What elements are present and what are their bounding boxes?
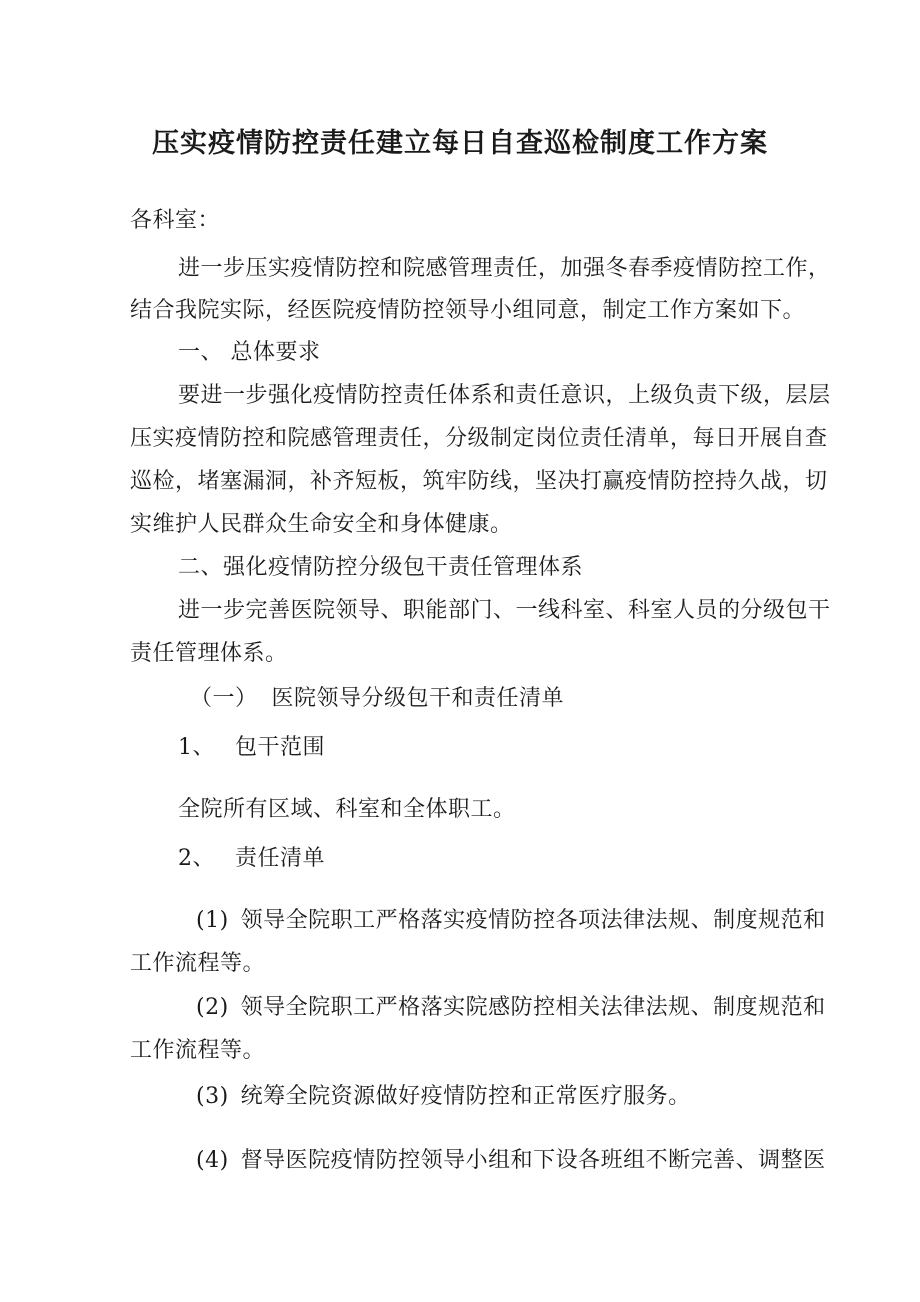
list-item-2-number: (2) bbox=[196, 995, 229, 1020]
salutation: 各科室： bbox=[130, 208, 221, 233]
list-item-2-text: 领导全院职工严格落实院感防控相关法律法规、制度规范和 bbox=[240, 995, 826, 1020]
list-item-4-number: (4) bbox=[196, 1148, 229, 1173]
intro-line-2: 结合我院实际，经医院疫情防控领导小组同意，制定工作方案如下。 bbox=[130, 298, 806, 323]
section2-para-line-2: 责任管理体系。 bbox=[130, 641, 288, 666]
item1-number: 1、 bbox=[178, 735, 215, 760]
section2-heading: 二、强化疫情防控分级包干责任管理体系 bbox=[178, 555, 584, 580]
intro-line-1: 进一步压实疫情防控和院感管理责任，加强冬春季疫情防控工作， bbox=[178, 256, 831, 281]
section1-para-line-2: 压实疫情防控和院感管理责任，分级制定岗位责任清单，每日开展自查 bbox=[130, 426, 828, 451]
list-item-3-text: 统筹全院资源做好疫情防控和正常医疗服务。 bbox=[240, 1084, 691, 1109]
list-item-1-number: (1) bbox=[196, 908, 229, 933]
list-item-1-text: 领导全院职工严格落实疫情防控各项法律法规、制度规范和 bbox=[240, 908, 826, 933]
subsection-heading bbox=[190, 684, 564, 714]
subsection-marker: （一） bbox=[190, 686, 258, 711]
list-item-2-continuation: 工作流程等。 bbox=[130, 1038, 266, 1063]
document-title: 压实疫情防控责任建立每日自查巡检制度工作方案 bbox=[152, 128, 768, 159]
list-item-2 bbox=[196, 993, 826, 1023]
section1-heading: 一、 总体要求 bbox=[178, 340, 321, 365]
item2-heading bbox=[178, 844, 325, 874]
section2-para-line-1: 进一步完善医院领导、职能部门、一线科室、科室人员的分级包干 bbox=[178, 598, 831, 623]
item1-content: 全院所有区域、科室和全体职工。 bbox=[178, 797, 516, 822]
list-item-3 bbox=[196, 1082, 691, 1112]
list-item-3-number: (3) bbox=[196, 1084, 229, 1109]
item1-label: 包干范围 bbox=[235, 735, 326, 760]
list-item-4 bbox=[196, 1146, 826, 1176]
list-item-1 bbox=[196, 906, 826, 936]
item1-heading bbox=[178, 733, 325, 763]
section1-para-line-3: 巡检，堵塞漏洞，补齐短板，筑牢防线，坚决打赢疫情防控持久战，切 bbox=[130, 469, 828, 494]
subsection-title: 医院领导分级包干和责任清单 bbox=[271, 686, 565, 711]
section1-para-line-4: 实维护人民群众生命安全和身体健康。 bbox=[130, 512, 513, 537]
list-item-1-continuation: 工作流程等。 bbox=[130, 951, 266, 976]
item2-label: 责任清单 bbox=[235, 846, 326, 871]
list-item-4-text: 督导医院疫情防控领导小组和下设各班组不断完善、调整医 bbox=[240, 1148, 826, 1173]
section1-para-line-1: 要进一步强化疫情防控责任体系和责任意识，上级负责下级，层层 bbox=[178, 383, 831, 408]
item2-number: 2、 bbox=[178, 846, 215, 871]
